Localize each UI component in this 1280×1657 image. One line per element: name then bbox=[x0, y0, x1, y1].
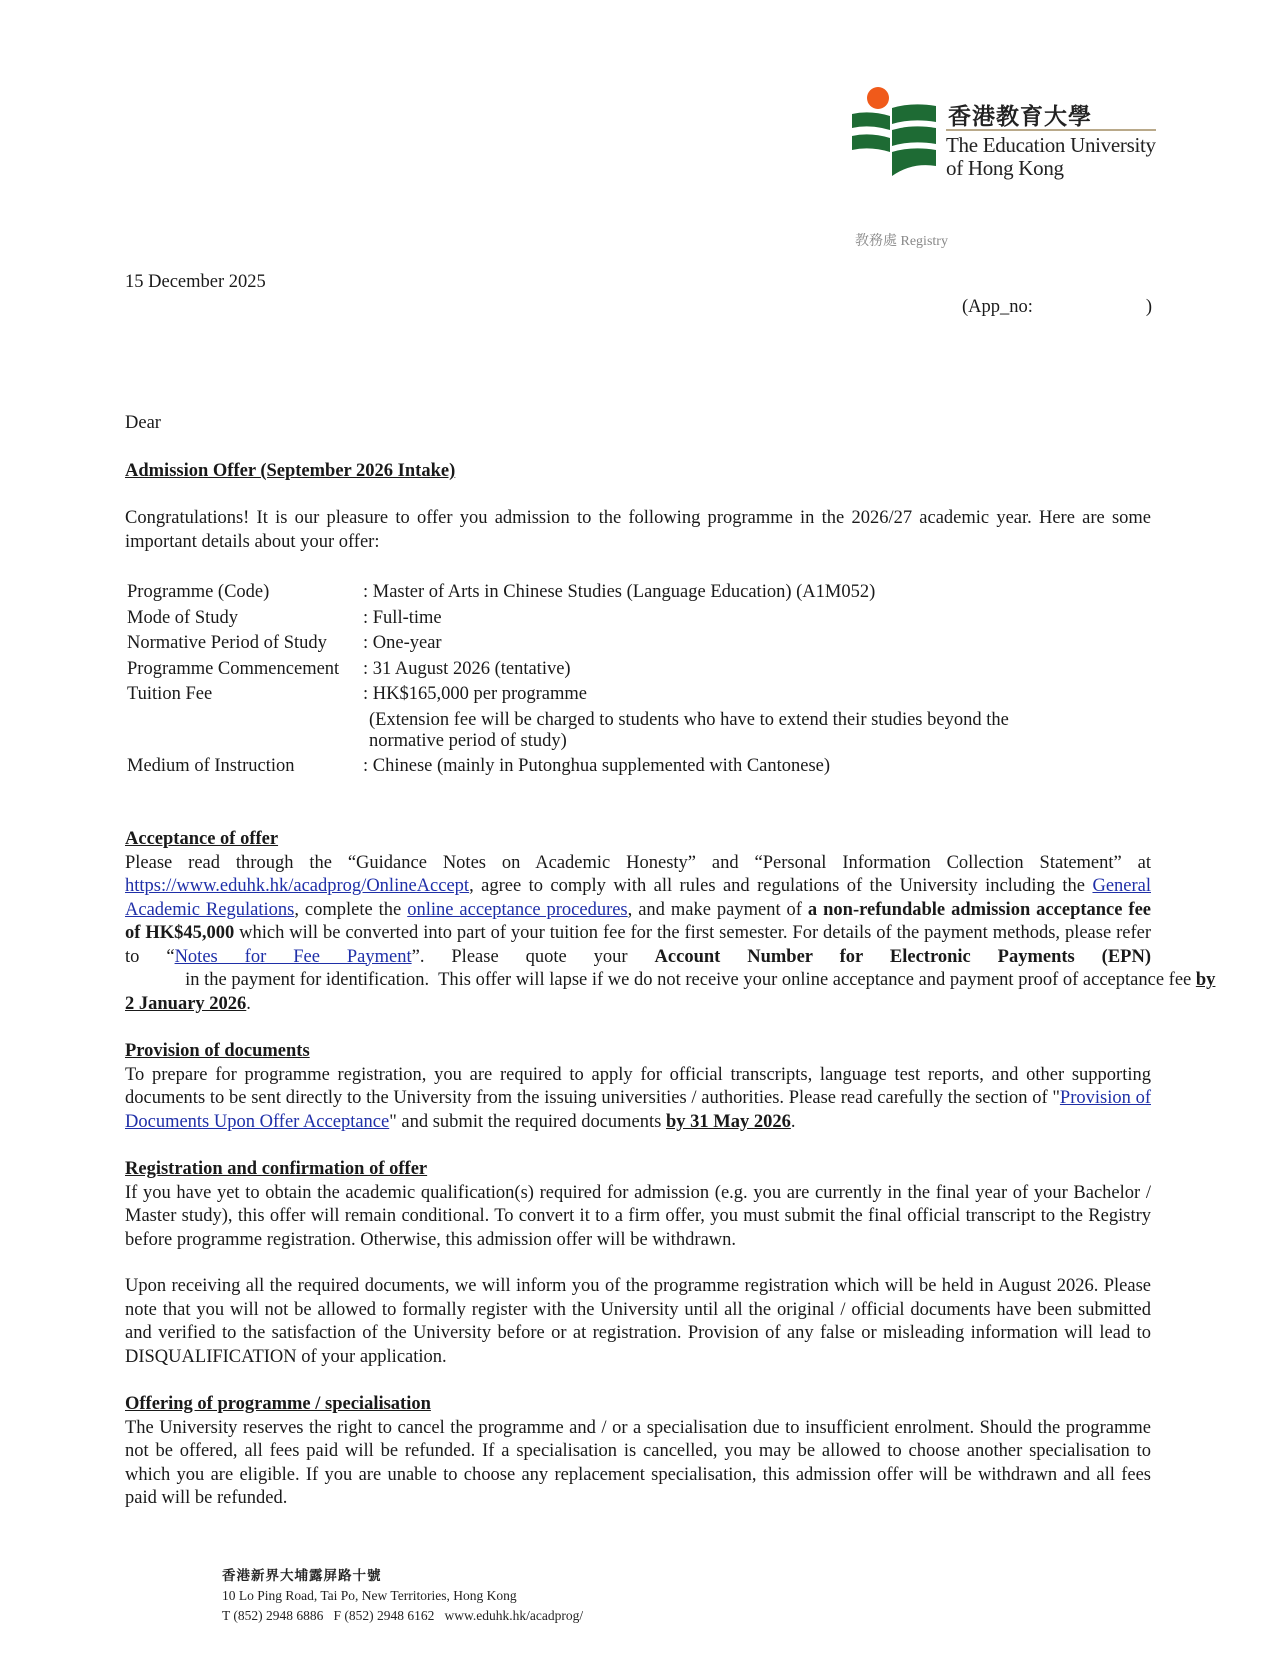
logo-english-name: The Education University of Hong Kong bbox=[946, 133, 1156, 180]
acceptance-heading: Acceptance of offer bbox=[125, 829, 279, 849]
app-number: (App_no: ) bbox=[962, 297, 1152, 317]
acceptance-procedures-link[interactable]: online acceptance procedures bbox=[407, 899, 628, 920]
detail-row: Programme (Code) : Master of Arts in Chinese Studies (Language Education) (A1M052) bbox=[127, 582, 876, 602]
provision-documents-link[interactable]: Provision of Documents Upon Offer Acceptance bbox=[125, 1088, 1151, 1132]
letterhead-footer: 香港新界大埔露屏路十號 10 Lo Ping Road, Tai Po, New Territories, Hong Kong T (852) 2948 6886 F (852) 2948 6162 www.eduhk.hk/acadprog/ bbox=[222, 1568, 584, 1623]
logo-divider bbox=[946, 129, 1156, 131]
acceptance-section: Acceptance of offer Please read through the “Guidance Notes on Academic Honesty” and “Personal Information Collection Statement” at https://www.eduhk.hk/acadprog/OnlineAccept, agree to comply with all rules and regulations of the University including the General Academic Regulations, complete the online acceptance procedures, and make payment of a non-refundable admission acceptance fee of HK$45,000 which will be converted into part of your tuition fee for the first semester. For details of the payment methods, please refer to “Notes for Fee Payment”. Please quote your Account Number for Electronic Payments (EPN) in the payment for identification. This offer will lapse if we do not receive your online acceptance and payment proof of acceptance fee by 2 January 2026. bbox=[125, 829, 1216, 1014]
detail-row: Mode of Study : Full-time bbox=[127, 607, 442, 628]
intro-paragraph: Congratulations! It is our pleasure to offer you admission to the following programme in the 2026/27 academic year. Here are some important details about your offer: bbox=[125, 508, 1151, 552]
offering-section: Offering of programme / specialisation The University reserves the right to cancel the programme and / or a specialisation due to insufficient enrolment. Should the programme not be offered, all fees paid will be refunded. If a specialisation is cancelled, you may be allowed to choose another specialisation to which you are eligible. If you are unable to choose any replacement specialisation, this admission offer will be withdrawn and all fees paid will be refunded. bbox=[125, 1394, 1151, 1508]
detail-row: Medium of Instruction : Chinese (mainly in Putonghua supplemented with Cantonese) bbox=[127, 755, 831, 776]
offering-heading: Offering of programme / specialisation bbox=[125, 1394, 431, 1414]
logo-chinese-name: 香港教育大學 bbox=[948, 104, 1092, 129]
detail-row: Tuition Fee : HK$165,000 per programme (Extension fee will be charged to students who have to extend their studies beyond the normative period of study) bbox=[127, 684, 1009, 751]
letter-title: Admission Offer (September 2026 Intake) bbox=[125, 461, 456, 481]
provision-section: Provision of documents To prepare for programme registration, you are required to apply for official transcripts, language test reports, and other supporting documents to be sent directly to the University from the issuing universities / authorities. Please read carefully the section of "Provision of Documents Upon Offer Acceptance" and submit the required documents by 31 May 2026. bbox=[125, 1041, 1151, 1132]
department-label: 教務處 Registry bbox=[855, 234, 948, 249]
registration-section: Registration and confirmation of offer If you have yet to obtain the academic qualification(s) required for admission (e.g. you are currently in the final year of your Bachelor / Master study), this offer will remain conditional. To convert it to a firm offer, you must submit the final official transcript to the Registry before programme registration. Otherwise, this admission offer will be withdrawn. Upon receiving all the required documents, we will inform you of the programme registration which will be held in August 2026. Please note that you will not be allowed to formally register with the University until all the original / official documents have been submitted and verified to the satisfaction of the University before or at registration. Provision of any false or misleading information will lead to DISQUALIFICATION of your application. bbox=[125, 1159, 1151, 1367]
salutation: Dear bbox=[125, 413, 161, 433]
registration-heading: Registration and confirmation of offer bbox=[125, 1159, 428, 1179]
detail-row: Normative Period of Study : One-year bbox=[127, 633, 442, 654]
general-regulations-link[interactable]: General Academic Regulations bbox=[125, 876, 1151, 920]
fee-payment-notes-link[interactable]: Notes for Fee Payment bbox=[174, 946, 412, 967]
online-accept-link[interactable]: https://www.eduhk.hk/acadprog/OnlineAccept bbox=[125, 876, 470, 896]
detail-row: Programme Commencement : 31 August 2026 (tentative) bbox=[127, 658, 571, 679]
provision-heading: Provision of documents bbox=[125, 1041, 310, 1061]
offer-details-table bbox=[127, 580, 1083, 780]
eduhk-logo-icon bbox=[852, 86, 936, 178]
letter-date: 15 December 2025 bbox=[125, 272, 266, 292]
